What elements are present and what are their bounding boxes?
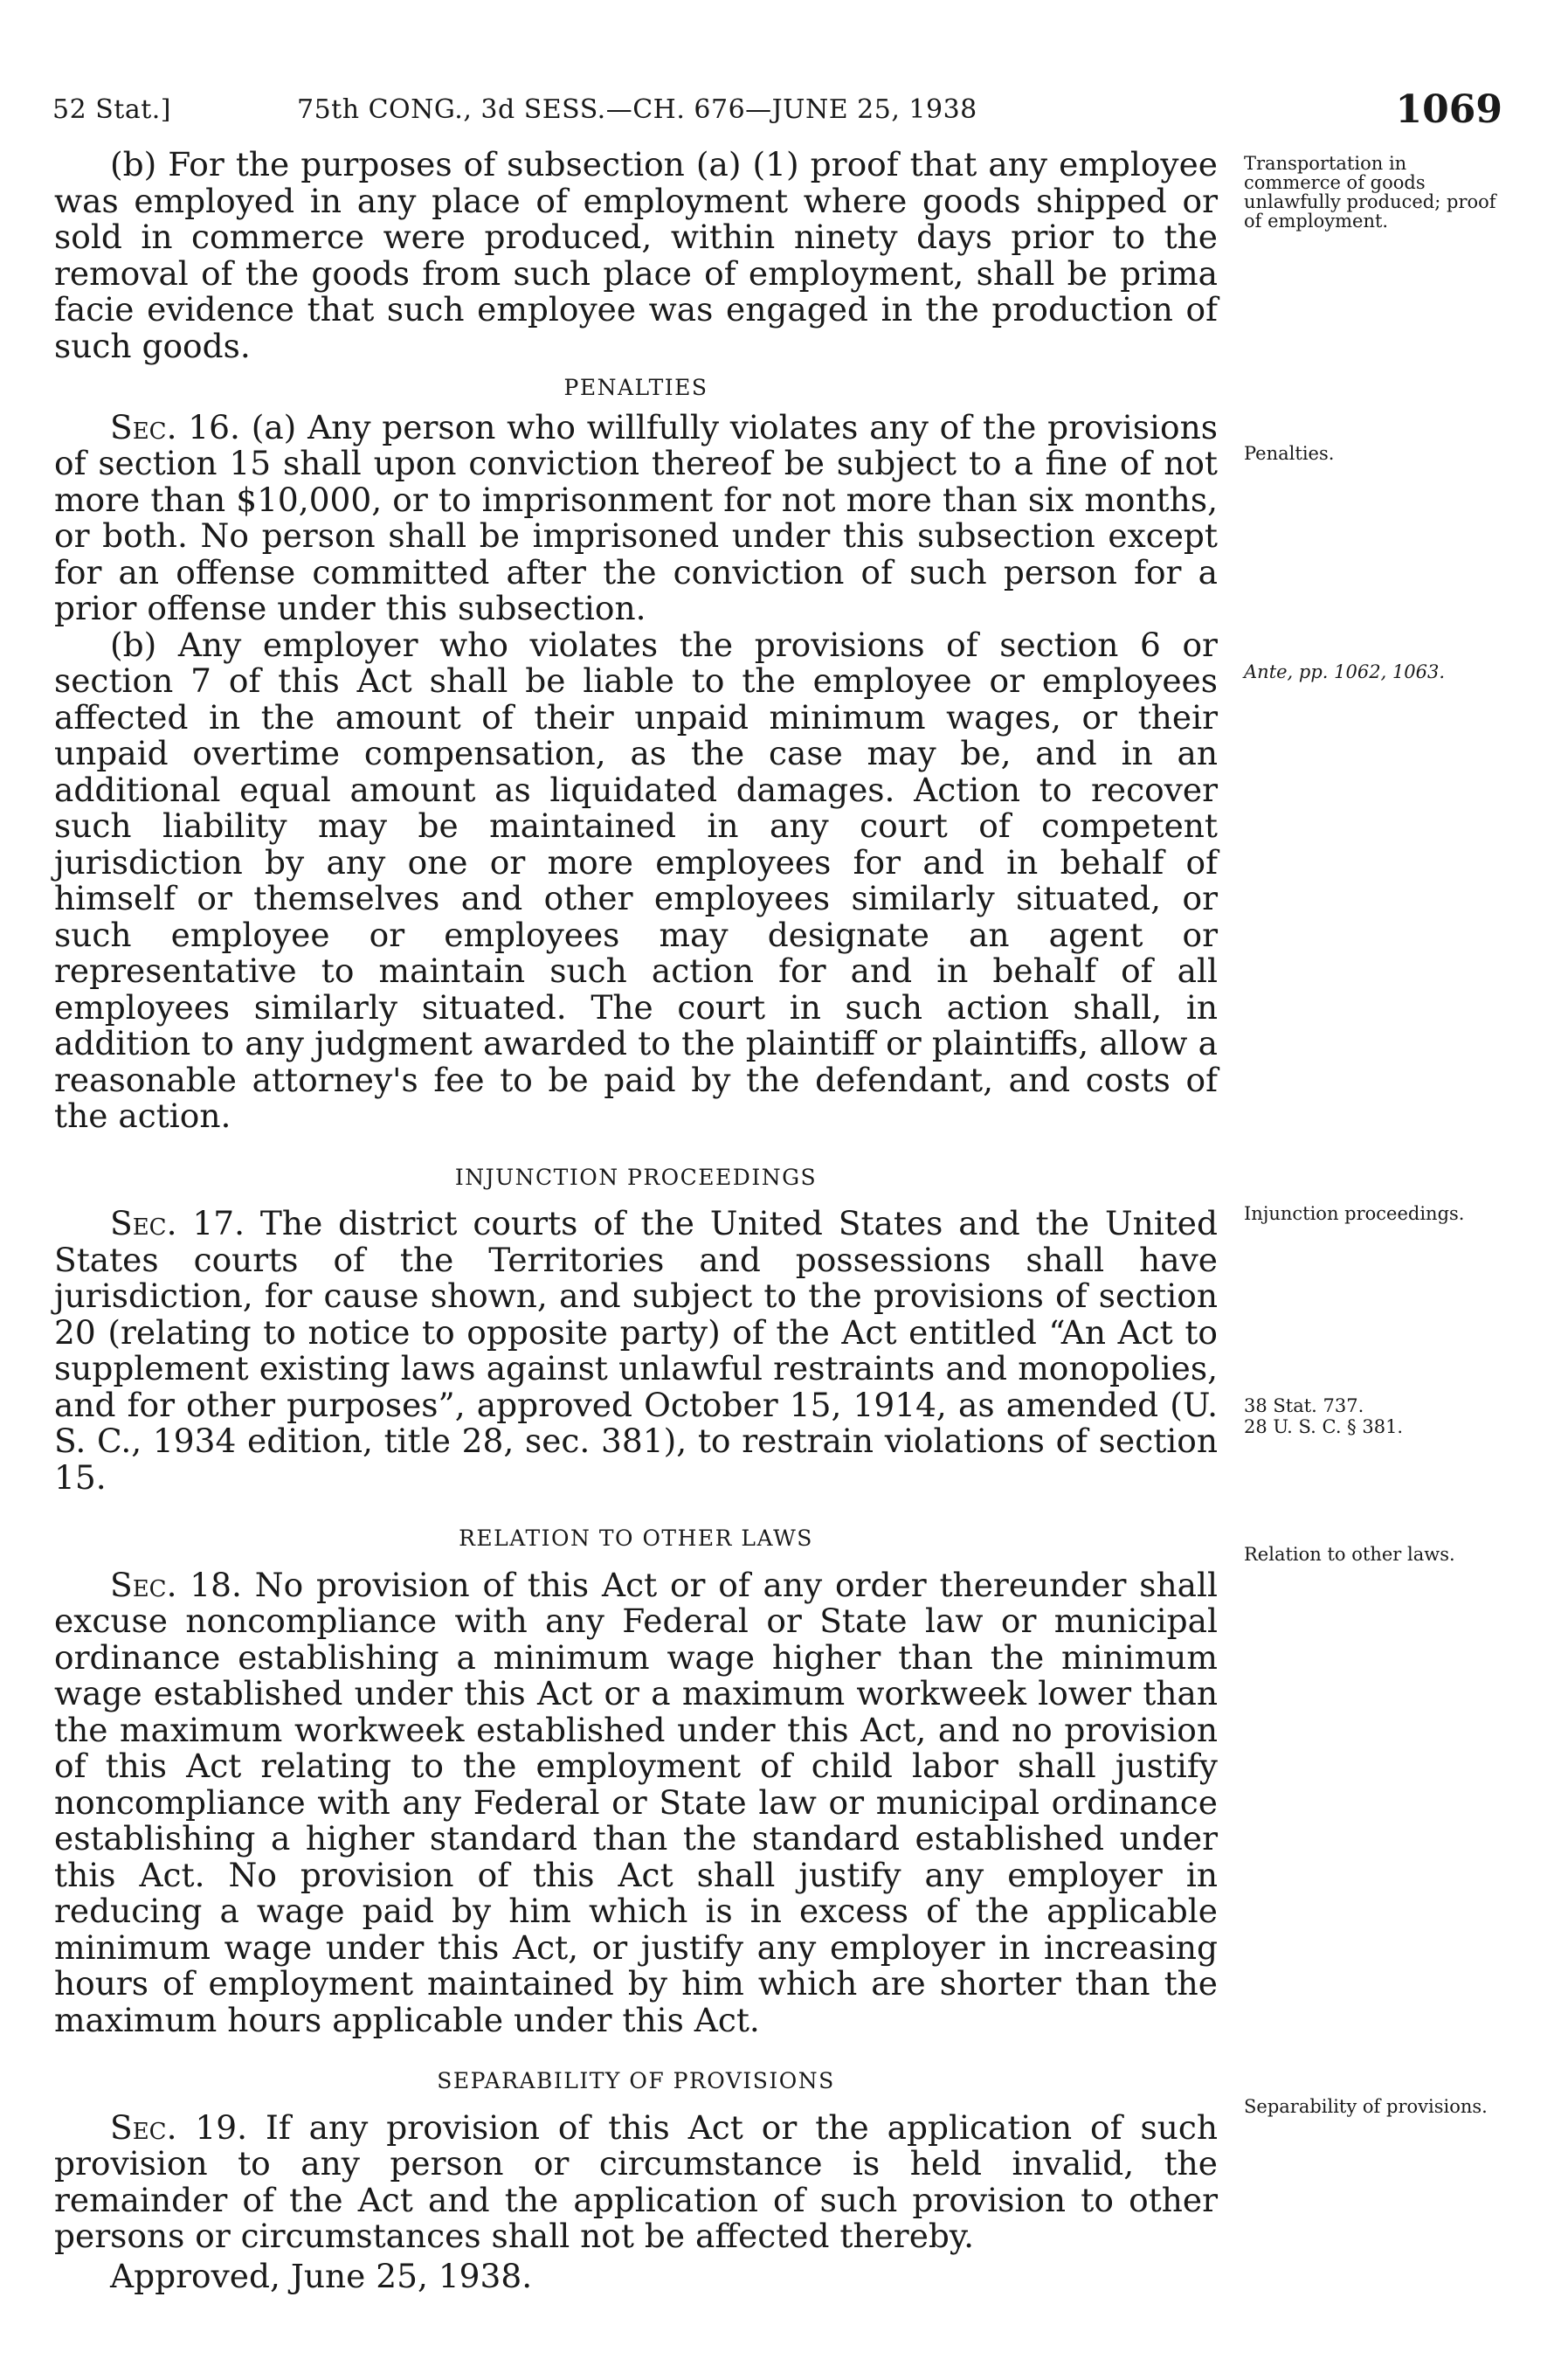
main-text-column [54, 147, 1218, 2294]
sec19-text: If any provision of this Act or the application of such provision to any person or circumstance is held invalid, the remainder of the Act and the application of such provision to other persons or circumstances shall not be affected thereby. [54, 2107, 1219, 2255]
margin-note-usc-ref: 28 U. S. C. § 381. [1244, 1416, 1404, 1437]
sec18-text: No provision of this Act or of any order thereunder shall excuse noncompliance with any Federal or State law or municipal ordinance establishing a minimum wage higher than the minimum wage established under this Act or a maximum workweek lower than the maximum workweek established under this Act, and no provision of this Act relating to the employment of child labor shall justify noncompliance with any Federal or State law or municipal ordinance establishing a higher standard than the standard established under this Act. No provision of this Act shall justify any employer in reducing a wage paid by him which is in excess of the applicable minimum wage under this Act, or justify any employer in increasing hours of employment maintained by him which are shorter than the maximum hours applicable under this Act. [54, 1565, 1219, 2039]
sec17-label: Sec. 17. [110, 1204, 245, 1242]
margin-note-relation: Relation to other laws. [1244, 1544, 1455, 1565]
margin-note-separability: Separability of provisions. [1244, 2096, 1488, 2117]
heading-relation: RELATION TO OTHER LAWS [459, 1526, 813, 1551]
margin-note-ante: Ante, pp. 1062, 1063. [1244, 661, 1446, 682]
margin-note-stat-ref: 38 Stat. 737. [1244, 1395, 1364, 1416]
paragraph-b-sec15: (b) For the purposes of subsection (a) (1) proof that any employee was employed in any place of employment where goods shipped or sold in commerce were produced, within ninety days prior to the removal of the goods from such place of employment, shall be prima facie evidence that such employee was engaged in the production of such goods. [54, 145, 1218, 365]
page-number: 1069 [1395, 87, 1502, 132]
margin-note-transportation: Transportation in commerce of goods unlawfully produced; proof of employment. [1244, 153, 1496, 232]
sec19-paragraph [54, 2107, 1219, 2255]
sec18-paragraph [54, 1567, 1218, 2039]
sec16-a-text: (a) Any person who willfully violates any of the provisions of section 15 shall upon conviction thereof be subject to a fine of not more than $10,000, or to imprisonment for not more than six months, or both. No person shall be imprisoned under this subsection except for an offense committed after the conviction of such person for a prior offense under this subsection. [54, 407, 1218, 627]
sec17-text: The district courts of the United States and the United States courts of the Territories and possessions shall have jurisdiction, for cause shown, and subject to the provisions of section 20 (relating to notice to opposite party) of the Act entitled “An Act to supplement existing laws against unlawful restraints and monopolies, and for other purposes”, approved October 15, 1914, as amended (U. S. C., 1934 edition, title 28, sec. 381), to restrain violations of section 15. [54, 1204, 1218, 1497]
sec18-label: Sec. 18. [110, 1565, 242, 1604]
page-header [52, 87, 1502, 147]
sec16-paragraph-a [54, 407, 1218, 627]
heading-separability: SEPARABILITY OF PROVISIONS [437, 2068, 835, 2093]
margin-note-penalties: Penalties. [1244, 443, 1335, 464]
heading-injunction: INJUNCTION PROCEEDINGS [454, 1164, 818, 1190]
header-volume: 52 Stat.] [52, 94, 171, 125]
sec17-paragraph [54, 1206, 1218, 1496]
margin-note-injunction: Injunction proceedings. [1244, 1203, 1465, 1224]
sec16-label: Sec. 16. [110, 407, 240, 446]
approval-line: Approved, June 25, 1938. [110, 2256, 533, 2295]
heading-penalties: PENALTIES [563, 375, 708, 400]
sec16-paragraph-b: (b) Any employer who violates the provisions of section 6 or section 7 of this Act shall be liable to the employee or employees affected in the amount of their unpaid minimum wages, or their unpaid overtime compensation, as the case may be, and in an additional equal amount as liquidated damages. Action to recover such liability may be maintained in any court of competent jurisdiction by any one or more employees for and in behalf of himself or themselves and other employees similarly situated, or such employee or employees may designate an agent or representative to maintain such action for and in behalf of all employees similarly situated. The court in such action shall, in addition to any judgment awarded to the plaintiff or plaintiffs, allow a reasonable attorney's fee to be paid by the defendant, and costs of the action. [54, 625, 1218, 1135]
sec19-label: Sec. 19. [110, 2107, 248, 2147]
header-session: 75th CONG., 3d SESS.—CH. 676—JUNE 25, 1938 [297, 94, 977, 125]
